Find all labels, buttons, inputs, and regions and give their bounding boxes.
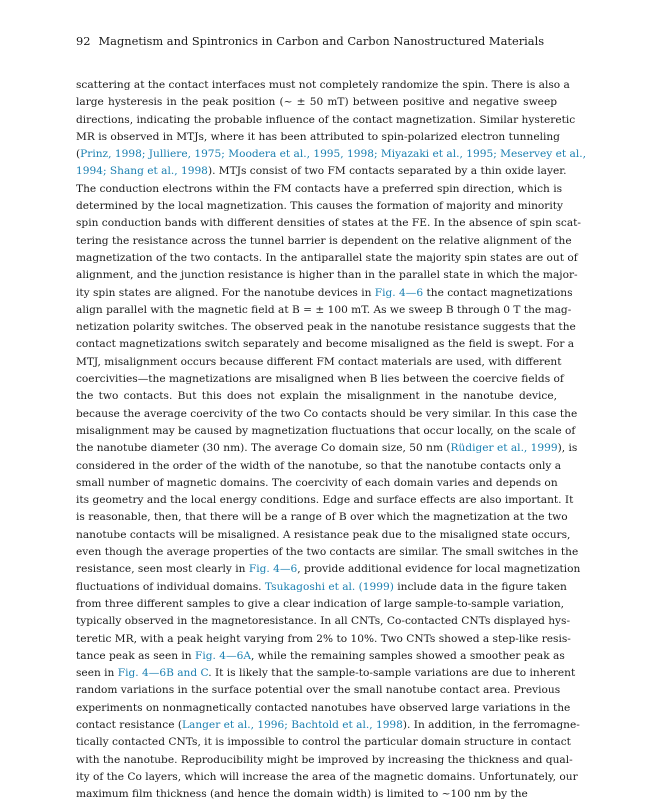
text-run: maximum film thickness (and hence the domain width) is limited to ~100 nm by the	[76, 788, 528, 801]
text-line	[76, 665, 576, 682]
text-run: , while the remaining samples showed a smoother peak as	[250, 649, 565, 662]
citation-link[interactable]: Fig. 4—6	[374, 286, 424, 299]
text-run: experiments on nonmagnetically contacted nanotubes have observed large variations in the	[76, 701, 571, 714]
text-line	[76, 112, 576, 129]
text-run: . It is likely that the sample-to-sample variations are due to inherent	[208, 667, 576, 680]
text-run: because the average coercivity of the two Co contacts should be very similar. In this case the	[76, 407, 578, 420]
text-line	[76, 682, 561, 699]
text-run: The conduction electrons within the FM contacts have a preferred spin direction, which is	[76, 182, 563, 195]
body-paragraph	[76, 77, 586, 803]
text-line	[76, 717, 580, 734]
text-line	[76, 94, 557, 111]
text-run: determined by the local magnetization. This causes the formation of majority and minority	[76, 200, 563, 213]
text-line	[76, 786, 557, 803]
text-line	[76, 544, 579, 561]
citation-link[interactable]: Fig. 4—6B and C	[117, 667, 209, 680]
text-line	[76, 579, 567, 596]
text-line	[76, 354, 562, 371]
text-run: contact magnetizations switch separately and become misaligned as the field is swept. For a	[76, 338, 575, 351]
text-run: large hysteresis in the peak position (~ ± 50 mT) between positive and negative sweep	[76, 96, 557, 109]
text-run: tering the resistance across the tunnel barrier is dependent on the relative alignment of the	[76, 234, 572, 247]
text-run: teretic MR, with a peak height varying from 2% to 10%. Two CNTs showed a step-like resis-	[76, 632, 571, 645]
citation-link[interactable]: Prinz, 1998; Julliere, 1975; Moodera et al., 1995, 1998; Miyazaki et al., 1995; Meservey et al.,	[80, 148, 586, 161]
text-line	[76, 388, 557, 405]
text-line	[76, 371, 564, 388]
text-run: ). In addition, in the ferromagne-	[402, 718, 580, 731]
text-run: nanotube contacts will be misaligned. A resistance peak due to the misaligned state occurs,	[76, 528, 571, 541]
citation-link[interactable]: Fig. 4—6	[248, 563, 298, 576]
text-run: contact resistance (	[76, 718, 182, 731]
text-run: seen in	[76, 667, 118, 680]
running-header	[76, 34, 576, 48]
citation-link[interactable]: Rüdiger et al., 1999	[450, 442, 558, 455]
text-run: (	[76, 148, 81, 161]
text-line	[76, 769, 578, 786]
text-run: misalignment may be caused by magnetization fluctuations that occur locally, on the scale of	[76, 424, 576, 437]
page-number: 92	[76, 34, 91, 48]
text-run: ). MTJs consist of two FM contacts separated by a thin oxide layer.	[207, 165, 567, 178]
text-line	[76, 285, 573, 302]
text-run: ), is	[557, 442, 578, 455]
text-run: its geometry and the local energy conditions. Edge and surface effects are also important. It	[76, 494, 574, 507]
text-line	[76, 267, 578, 284]
text-run: small number of magnetic domains. The coercivity of each domain varies and depends on	[76, 476, 558, 489]
text-run: , provide additional evidence for local magnetization	[297, 563, 581, 576]
text-line	[76, 475, 557, 492]
text-run: from three different samples to give a clear indication of large sample-to-sample variation,	[76, 597, 565, 610]
text-line	[76, 233, 572, 250]
text-line	[76, 302, 572, 319]
text-line	[76, 406, 578, 423]
text-line	[76, 648, 565, 665]
text-line	[76, 613, 571, 630]
text-run: directions, indicating the probable influence of the contact magnetization. Similar hysteretic	[76, 113, 576, 126]
text-line	[76, 215, 582, 232]
text-run: coercivities—the magnetizations are misaligned when B lies between the coercive fields of	[76, 373, 564, 386]
citation-link[interactable]: Tsukagoshi et al. (1999)	[264, 580, 394, 593]
running-title: Magnetism and Spintronics in Carbon and Carbon Nanostructured Materials	[98, 34, 545, 48]
text-run: even though the average properties of the two contacts are similar. The small switches in the	[76, 546, 579, 559]
text-line	[76, 198, 563, 215]
text-run: align parallel with the magnetic field at B = ± 100 mT. As we sweep B through 0 T the mag-	[76, 303, 572, 316]
text-line	[76, 423, 576, 440]
text-line	[76, 129, 560, 146]
text-run: magnetization of the two contacts. In the antiparallel state the majority spin states are out of	[76, 251, 578, 264]
citation-link[interactable]: 1994; Shang et al., 1998	[76, 165, 208, 178]
text-run: fluctuations of individual domains.	[76, 580, 265, 593]
text-line	[76, 440, 578, 457]
text-run: random variations in the surface potential over the small nanotube contact area. Previous	[76, 684, 561, 697]
text-line	[76, 458, 562, 475]
text-run: is reasonable, then, that there will be a range of B over which the magnetization at the two	[76, 511, 568, 524]
text-line	[76, 250, 578, 267]
text-run: include data in the figure taken	[393, 580, 567, 593]
text-run: ity spin states are aligned. For the nanotube devices in	[76, 286, 375, 299]
citation-link[interactable]: Langer et al., 1996; Bachtold et al., 1998	[181, 718, 403, 731]
text-run: MR is observed in MTJs, where it has been attributed to spin-polarized electron tunneling	[76, 130, 560, 143]
text-line	[76, 561, 581, 578]
text-run: scattering at the contact interfaces must not completely randomize the spin. There is also a	[76, 79, 570, 91]
text-line	[76, 319, 576, 336]
text-run: the nanotube diameter (30 nm). The average Co domain size, 50 nm (	[76, 442, 451, 455]
text-line	[76, 631, 571, 648]
text-line	[76, 700, 571, 717]
text-line	[76, 146, 586, 163]
citation-link[interactable]: Fig. 4—6A	[194, 649, 251, 662]
text-line	[76, 163, 567, 180]
text-line	[76, 596, 565, 613]
text-run: with the nanotube. Reproducibility might be improved by increasing the thickness and qual-	[76, 753, 573, 766]
text-run: typically observed in the magnetoresistance. In all CNTs, Co-contacted CNTs displayed hys-	[76, 615, 571, 628]
text-line	[76, 734, 571, 751]
text-line	[76, 509, 568, 526]
text-run: spin conduction bands with different densities of states at the FE. In the absence of spin scat-	[76, 217, 582, 230]
text-line	[76, 492, 574, 509]
text-line	[76, 527, 571, 544]
text-run: ity of the Co layers, which will increase the area of the magnetic domains. Unfortunately, our	[76, 770, 578, 783]
text-run: resistance, seen most clearly in	[76, 563, 249, 576]
text-line	[76, 77, 570, 94]
text-run: the contact magnetizations	[423, 286, 573, 299]
text-run: netization polarity switches. The observed peak in the nanotube resistance suggests that the	[76, 321, 576, 334]
text-line	[76, 336, 575, 353]
text-run: tically contacted CNTs, it is impossible to control the particular domain structure in contact	[76, 736, 571, 749]
text-run: considered in the order of the width of the nanotube, so that the nanotube contacts only a	[76, 459, 562, 472]
text-run: alignment, and the junction resistance is higher than in the parallel state in which the major-	[76, 269, 578, 282]
text-line	[76, 181, 563, 198]
text-run: tance peak as seen in	[76, 649, 195, 662]
text-run: the two contacts. But this does not explain the misalignment in the nanotube device,	[76, 390, 557, 403]
text-line	[76, 752, 573, 769]
text-run: MTJ, misalignment occurs because different FM contact materials are used, with different	[76, 355, 562, 368]
